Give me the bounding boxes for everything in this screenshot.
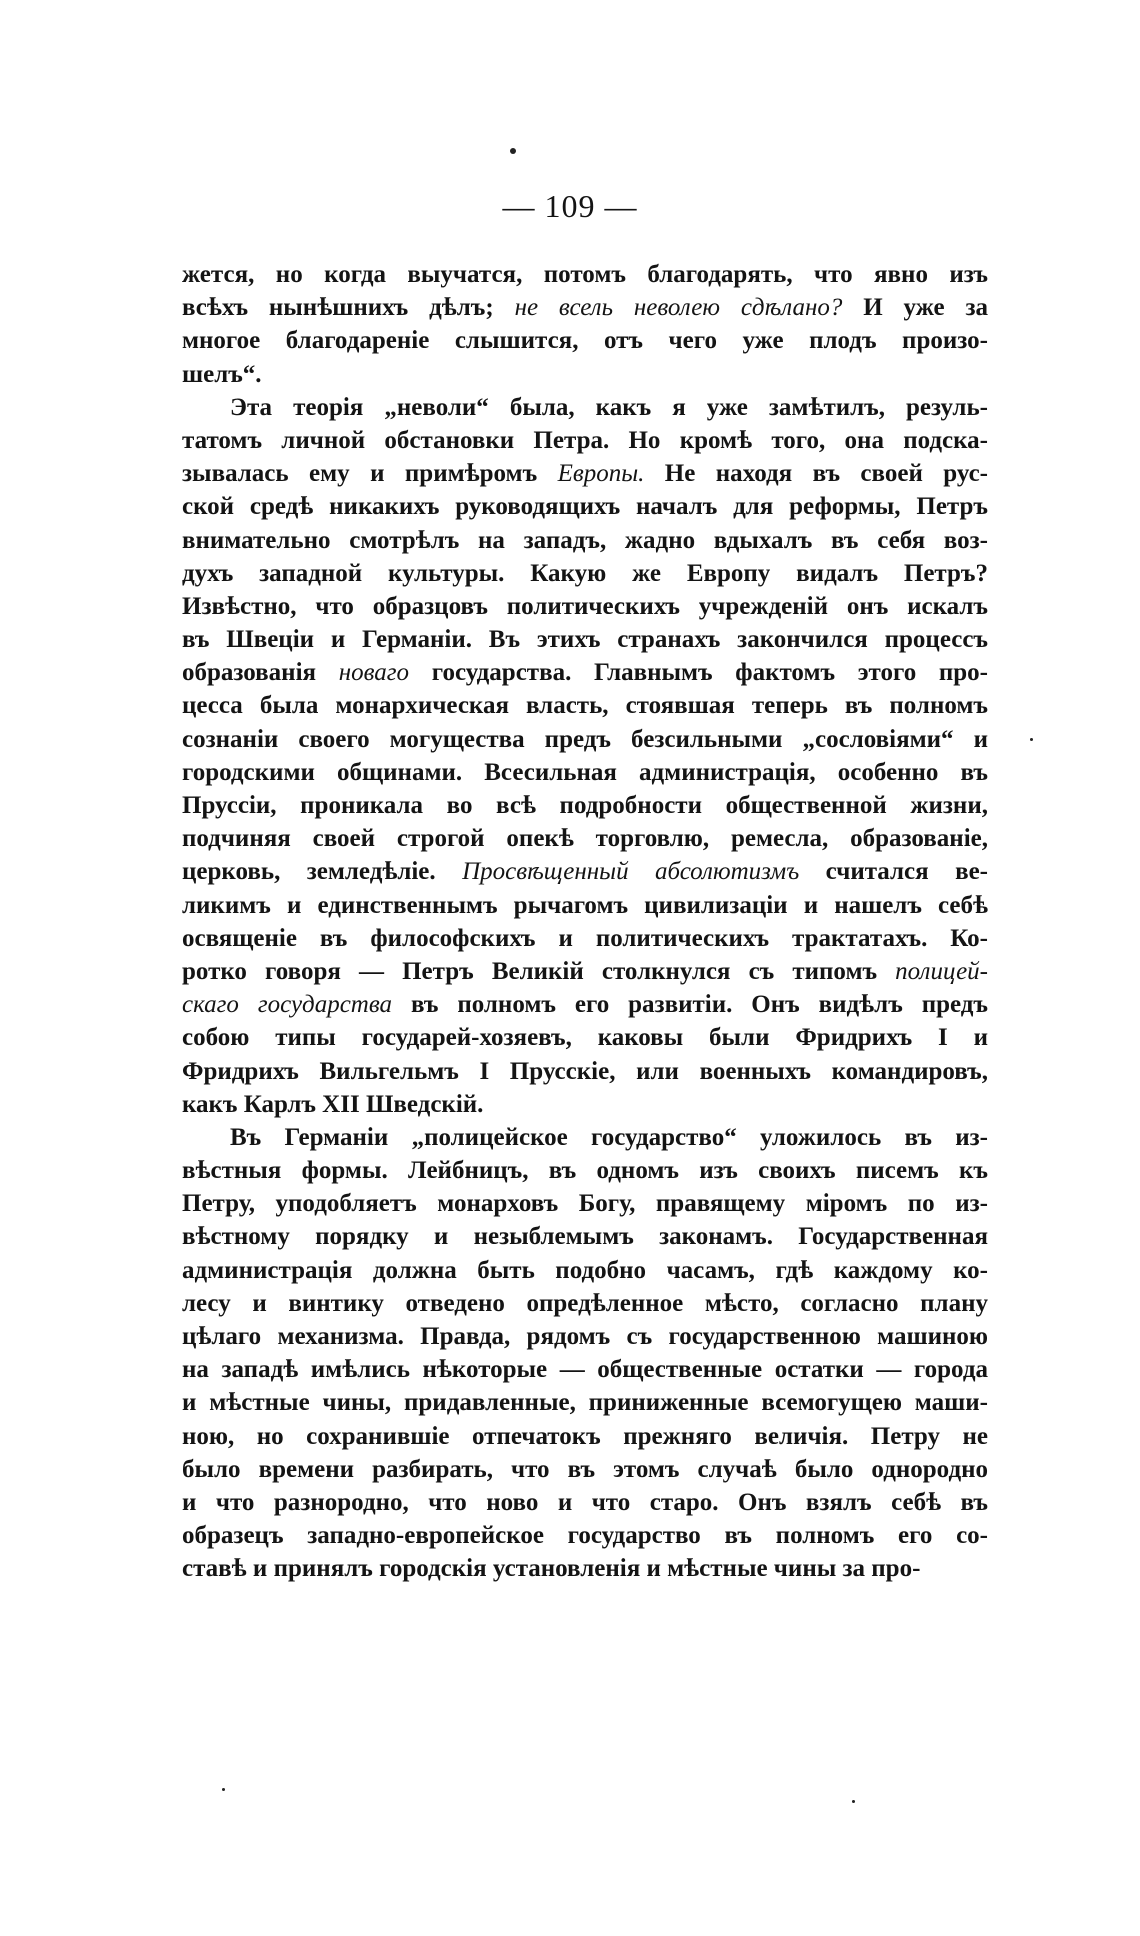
- text-line: [182, 1453, 988, 1486]
- text-segment: въ полномъ его развитіи. Онъ видѣлъ предъ: [392, 991, 988, 1019]
- text-line: [182, 889, 988, 922]
- text-segment: Въ Германіи „полицейское государство“ уложилось въ из-: [230, 1123, 988, 1151]
- text-line: [182, 557, 988, 590]
- text-segment: зывалась ему и примѣромъ: [182, 460, 558, 488]
- text-line: [182, 822, 988, 855]
- text-line: [182, 1287, 988, 1320]
- text-segment: татомъ личной обстановки Петра. Но кромѣ того, она подска-: [182, 426, 988, 454]
- text-segment: образованія: [182, 659, 339, 687]
- paragraph: [182, 1121, 988, 1586]
- text-segment: Извѣстно, что образцовъ политическихъ учрежденій онъ искалъ: [182, 592, 988, 620]
- text-line: [182, 358, 988, 391]
- text-segment: И уже за: [842, 294, 988, 322]
- text-segment: на западѣ имѣлись нѣкоторые — общественные остатки — города: [182, 1356, 988, 1384]
- text-line: [182, 1386, 988, 1419]
- text-line: [182, 1088, 988, 1121]
- text-line: [182, 258, 988, 291]
- paragraph: [182, 258, 988, 391]
- text-line: [182, 324, 988, 357]
- ink-speck: [222, 1788, 225, 1791]
- text-line: [182, 623, 988, 656]
- text-line: [182, 656, 988, 689]
- text-segment: считался ве-: [799, 858, 988, 886]
- text-segment: Пруссіи, проникала во всѣ подробности общественной жизни,: [182, 792, 988, 819]
- text-segment: Фридрихъ Вильгельмъ I Прусскіе, или военныхъ командировъ,: [182, 1057, 988, 1085]
- text-line: [182, 590, 988, 623]
- text-line: [182, 1220, 988, 1253]
- text-segment: сознаніи своего могущества предъ безсильными „сословіями“ и: [182, 725, 988, 753]
- text-segment: внимательно смотрѣлъ на западъ, жадно вдыхалъ въ себя воз-: [182, 526, 988, 554]
- text-line: [182, 457, 988, 490]
- text-line: [182, 1552, 988, 1585]
- italic-text: новаго: [338, 659, 410, 687]
- text-line: [182, 955, 988, 988]
- text-line: [182, 988, 988, 1021]
- text-segment: лесу и винтику отведено опредѣленное мѣсто, согласно плану: [182, 1289, 988, 1317]
- text-segment: городскими общинами. Всесильная администрація, особенно въ: [182, 758, 988, 786]
- text-segment: администрація должна быть подобно часамъ, гдѣ каждому ко-: [182, 1256, 988, 1284]
- text-line: [182, 1254, 988, 1287]
- text-line: [182, 1021, 988, 1054]
- text-segment: Эта теорія „неволи“ была, какъ я уже замѣтилъ, резуль-: [230, 393, 988, 421]
- text-line: [182, 689, 988, 722]
- ink-speck: [510, 148, 516, 154]
- text-segment: какъ Карлъ XII Шведскій.: [182, 1090, 484, 1118]
- text-line: [182, 1420, 988, 1453]
- text-segment: шелъ“.: [182, 360, 262, 388]
- text-line: [182, 789, 988, 822]
- text-line: [182, 855, 988, 888]
- text-segment: подчиняя своей строгой опекѣ торговлю, ремесла, образованіе,: [182, 825, 988, 853]
- text-segment: образецъ западно-европейское государство въ полномъ его со-: [182, 1522, 988, 1550]
- text-segment: церковь, земледѣліе.: [182, 858, 463, 886]
- text-segment: въ Швеціи и Германіи. Въ этихъ странахъ закончился процессъ: [182, 626, 988, 654]
- text-line: [182, 1519, 988, 1552]
- text-segment: всѣхъ нынѣшнихъ дѣлъ;: [182, 294, 515, 322]
- text-line: [182, 922, 988, 955]
- text-segment: цесса была монархическая власть, стоявшая теперь въ полномъ: [182, 692, 988, 720]
- text-segment: освященіе въ философскихъ и политическихъ трактатахъ. Ко-: [182, 924, 988, 952]
- text-segment: вѣстному порядку и незыблемымъ законамъ. Государственная: [182, 1223, 988, 1251]
- text-segment: ской средѣ никакихъ руководящихъ началъ для реформы, Петръ: [182, 493, 988, 521]
- text-segment: было времени разбирать, что въ этомъ случаѣ было однородно: [182, 1455, 988, 1483]
- italic-text: не всель неволею сдѣлано?: [514, 294, 843, 322]
- text-line: [182, 723, 988, 756]
- text-segment: Петру, уподобляетъ монарховъ Богу, правящему міромъ по из-: [182, 1190, 988, 1218]
- text-line: [182, 391, 988, 424]
- text-segment: духъ западной культуры. Какую же Европу видалъ Петръ?: [182, 559, 988, 587]
- text-segment: жется, но когда выучатся, потомъ благодарять, что явно изъ: [182, 261, 988, 288]
- text-segment: цѣлаго механизма. Правда, рядомъ съ государственною машиною: [182, 1323, 988, 1350]
- text-line: [182, 1187, 988, 1220]
- italic-text: Просвѣщенный абсолютизмъ: [462, 858, 800, 886]
- page-number: — 109 —: [502, 188, 638, 224]
- text-segment: собою типы государей-хозяевъ, каковы были Фридрихъ I и: [182, 1024, 988, 1052]
- text-segment: Не находя въ своей рус-: [644, 460, 988, 488]
- text-line: [182, 1320, 988, 1353]
- italic-text: полицей-: [895, 957, 988, 985]
- text-segment: ликимъ и единственнымъ рычагомъ цивилизаціи и нашелъ себѣ: [182, 891, 988, 919]
- text-segment: ставѣ и принялъ городскія установленія и мѣстные чины за про-: [182, 1555, 921, 1583]
- italic-text: скаго государства: [182, 991, 393, 1019]
- text-segment: государства. Главнымъ фактомъ этого про-: [409, 659, 988, 687]
- text-line: [182, 291, 988, 324]
- body-text: [182, 258, 988, 1586]
- text-line: [182, 1486, 988, 1519]
- text-line: [182, 756, 988, 789]
- text-line: [182, 1353, 988, 1386]
- text-segment: ротко говоря — Петръ Великій столкнулся съ типомъ: [182, 957, 896, 985]
- paragraph: [182, 391, 988, 1121]
- text-line: [182, 424, 988, 457]
- text-segment: многое благодареніе слышится, отъ чего уже плодъ произо-: [182, 327, 988, 355]
- ink-speck: [1030, 738, 1033, 741]
- italic-text: Европы.: [557, 460, 645, 488]
- text-segment: ною, но сохранившіе отпечатокъ прежняго величія. Петру не: [182, 1422, 988, 1450]
- text-line: [182, 490, 988, 523]
- text-line: [182, 1055, 988, 1088]
- text-line: [182, 524, 988, 557]
- text-segment: вѣстныя формы. Лейбницъ, въ одномъ изъ своихъ писемъ къ: [182, 1157, 988, 1185]
- ink-speck: [852, 1800, 855, 1803]
- text-segment: и что разнородно, что ново и что старо. Онъ взялъ себѣ въ: [182, 1488, 988, 1516]
- text-segment: и мѣстные чины, придавленные, приниженные всемогущею маши-: [182, 1389, 988, 1417]
- text-line: [182, 1154, 988, 1187]
- text-line: [182, 1121, 988, 1154]
